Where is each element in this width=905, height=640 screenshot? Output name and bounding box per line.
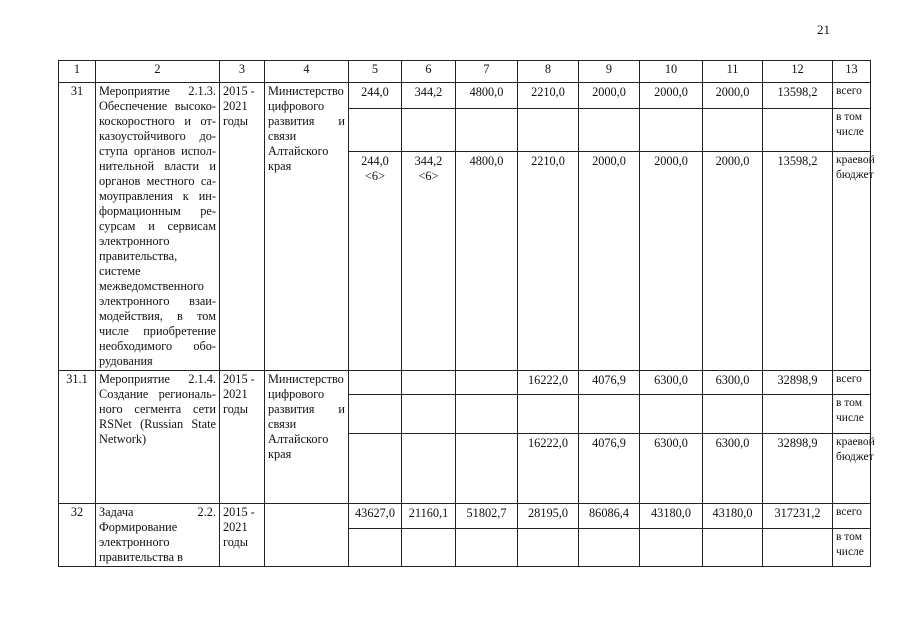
budget-value: 16222,0 <box>518 434 579 504</box>
measure-name: Мероприятие 2.1.4. Создание регионального сегмента сети RSNet (Russian State Network) <box>96 371 220 504</box>
empty-cell <box>763 395 833 434</box>
total-value: 86086,4 <box>579 504 640 529</box>
source-label: в том числе <box>833 395 871 434</box>
total-value: 4076,9 <box>579 371 640 395</box>
empty-cell <box>640 528 703 566</box>
total-value: 2000,0 <box>579 83 640 109</box>
source-label: всего <box>833 83 871 109</box>
header-cell: 7 <box>456 61 518 83</box>
empty-cell <box>640 395 703 434</box>
total-value: 2210,0 <box>518 83 579 109</box>
header-cell: 3 <box>220 61 265 83</box>
header-cell: 1 <box>59 61 96 83</box>
table-row <box>59 371 871 395</box>
empty-cell <box>703 395 763 434</box>
period: 2015 - 2021 годы <box>220 83 265 371</box>
row-number: 31.1 <box>59 371 96 504</box>
total-value: 244,0 <box>349 83 402 109</box>
row-number: 32 <box>59 504 96 567</box>
empty-cell <box>579 109 640 152</box>
total-value: 4800,0 <box>456 83 518 109</box>
table-row <box>59 504 871 529</box>
budget-value <box>402 151 456 370</box>
empty-cell <box>402 528 456 566</box>
total-value: 344,2 <box>402 83 456 109</box>
empty-cell <box>518 109 579 152</box>
budget-value: 2000,0 <box>640 151 703 370</box>
total-value <box>402 371 456 395</box>
empty-cell <box>579 528 640 566</box>
total-value: 16222,0 <box>518 371 579 395</box>
header-row <box>59 61 871 83</box>
budget-value <box>402 434 456 504</box>
source-label: в том числе <box>833 109 871 152</box>
row-number: 31 <box>59 83 96 371</box>
total-value: 43180,0 <box>640 504 703 529</box>
budget-value: 32898,9 <box>763 434 833 504</box>
footnote-ref: <6> <box>418 168 439 183</box>
measure-name: Мероприятие 2.1.3. Обеспечение высококоскоростного и отказоустойчивого доступа органов исполнительной власти и органов местного самоуправления к информационным ресурсам и сервисам электронного правительства, системе межведомственного электронного взаимодействия, в том числе приобретение необходимого оборудования <box>96 83 220 371</box>
total-value: 51802,7 <box>456 504 518 529</box>
source-label: всего <box>833 371 871 395</box>
budget-value: 4076,9 <box>579 434 640 504</box>
total-value: 21160,1 <box>402 504 456 529</box>
executor: Министерство цифрового развития и связи Алтайского края <box>265 371 349 504</box>
budget-amount: 244,0 <box>361 153 389 168</box>
footnote-ref: <6> <box>364 168 386 183</box>
budget-value <box>349 434 402 504</box>
header-cell: 9 <box>579 61 640 83</box>
source-label: всего <box>833 504 871 529</box>
empty-cell <box>763 528 833 566</box>
page-number: 21 <box>817 22 830 37</box>
source-label: краевой бюджет <box>833 434 871 504</box>
empty-cell <box>703 109 763 152</box>
empty-cell <box>579 395 640 434</box>
period: 2015 - 2021 годы <box>220 504 265 567</box>
total-value: 13598,2 <box>763 83 833 109</box>
header-cell: 8 <box>518 61 579 83</box>
source-label: в том числе <box>833 528 871 566</box>
table-row <box>59 83 871 109</box>
total-value: 28195,0 <box>518 504 579 529</box>
budget-value: 6300,0 <box>640 434 703 504</box>
empty-cell <box>402 395 456 434</box>
executor: Министерство цифрового развития и связи Алтайского края <box>265 83 349 371</box>
total-value: 6300,0 <box>640 371 703 395</box>
header-cell: 4 <box>265 61 349 83</box>
header-cell: 12 <box>763 61 833 83</box>
header-cell: 2 <box>96 61 220 83</box>
empty-cell <box>402 109 456 152</box>
total-value: 2000,0 <box>640 83 703 109</box>
empty-cell <box>456 395 518 434</box>
budget-amount: 344,2 <box>414 153 443 168</box>
total-value: 317231,2 <box>763 504 833 529</box>
source-label: краевой бюджет <box>833 151 871 370</box>
empty-cell <box>456 109 518 152</box>
empty-cell <box>518 528 579 566</box>
total-value: 6300,0 <box>703 371 763 395</box>
executor <box>265 504 349 567</box>
empty-cell <box>349 395 402 434</box>
budget-value: 13598,2 <box>763 151 833 370</box>
total-value: 2000,0 <box>703 83 763 109</box>
header-cell: 11 <box>703 61 763 83</box>
period: 2015 - 2021 годы <box>220 371 265 504</box>
empty-cell <box>456 528 518 566</box>
budget-value <box>456 434 518 504</box>
empty-cell <box>640 109 703 152</box>
budget-value: 2210,0 <box>518 151 579 370</box>
header-cell: 5 <box>349 61 402 83</box>
budget-value: 4800,0 <box>456 151 518 370</box>
total-value <box>349 371 402 395</box>
empty-cell <box>703 528 763 566</box>
empty-cell <box>349 528 402 566</box>
program-table <box>58 60 875 567</box>
budget-value: 2000,0 <box>579 151 640 370</box>
total-value: 43627,0 <box>349 504 402 529</box>
total-value: 32898,9 <box>763 371 833 395</box>
budget-value: 2000,0 <box>703 151 763 370</box>
total-value <box>456 371 518 395</box>
budget-value <box>349 151 402 370</box>
empty-cell <box>518 395 579 434</box>
measure-name: Задача 2.2. Формирование электронного правительства в <box>96 504 220 567</box>
header-cell: 6 <box>402 61 456 83</box>
empty-cell <box>763 109 833 152</box>
total-value: 43180,0 <box>703 504 763 529</box>
empty-cell <box>349 109 402 152</box>
header-cell: 10 <box>640 61 703 83</box>
header-cell: 13 <box>833 61 871 83</box>
budget-value: 6300,0 <box>703 434 763 504</box>
